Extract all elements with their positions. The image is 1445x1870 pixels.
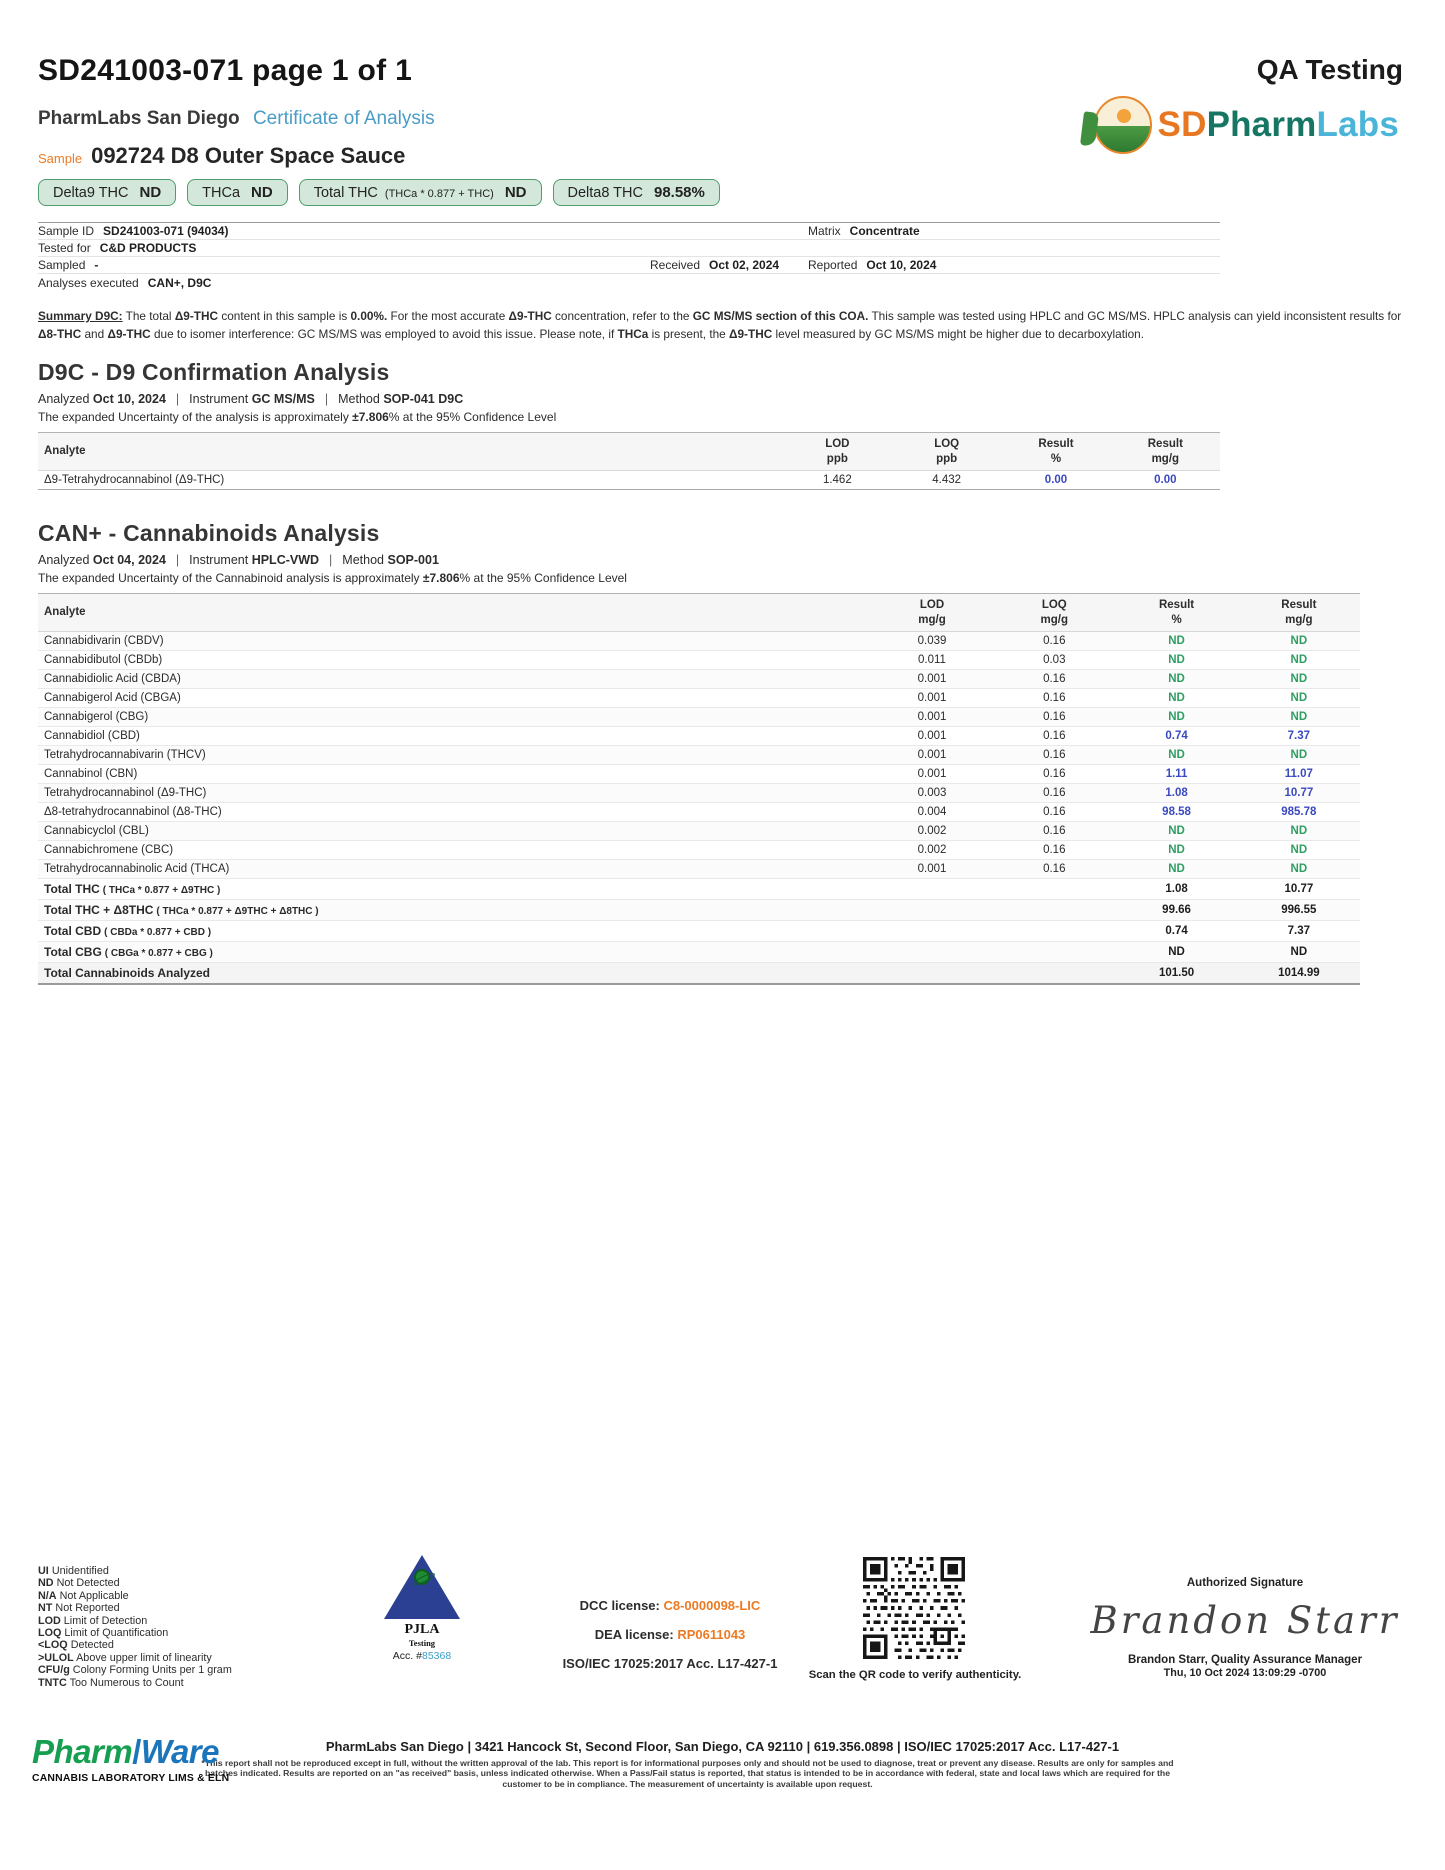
table-row: Tetrahydrocannabivarin (THCV) 0.001 0.16 ND ND <box>38 745 1360 764</box>
can-uncertainty-note: The expanded Uncertainty of the Cannabinoid analysis is approximately ±7.806% at the 95% Confidence Level <box>38 570 627 585</box>
pjla-triangle-icon <box>384 1555 460 1619</box>
result-mgg-cell: 0.00 <box>1111 470 1220 489</box>
sample-info-table <box>38 222 1220 291</box>
result-badges <box>0 169 1445 206</box>
legend-item: NT Not Reported <box>38 1602 120 1615</box>
legend-item: UI Unidentified <box>38 1565 109 1577</box>
table-row: Cannabigerol Acid (CBGA) 0.001 0.16 ND ND <box>38 688 1360 707</box>
table-row: Cannabidivarin (CBDV) 0.039 0.16 ND ND <box>38 631 1360 650</box>
can-header-row <box>38 593 1360 631</box>
table-row: Cannabidiolic Acid (CBDA) 0.001 0.16 ND ND <box>38 669 1360 688</box>
d9c-uncertainty-note: The expanded Uncertainty of the analysis is approximately ±7.806% at the 95% Confidence Level <box>38 409 557 424</box>
legend-item: LOQ Limit of Quantification <box>38 1627 169 1640</box>
d9c-table <box>38 432 1220 490</box>
lod-cell: 1.462 <box>783 470 892 489</box>
signature-script: Brandon Starr <box>1090 1599 1400 1642</box>
legend-item: TNTC Too Numerous to Count <box>38 1676 184 1689</box>
total-cbg-row: Total CBG ( CBGa * 0.877 + CBG ) ND ND <box>38 941 1360 962</box>
d9c-meta: Analyzed Oct 10, 2024 | Instrument GC MS/MS | Method SOP-041 D9C <box>38 391 464 406</box>
dea-license: DEA license: RP0611043 <box>594 1627 746 1642</box>
california-shape-icon <box>1080 111 1099 147</box>
loq-cell: 4.432 <box>892 470 1001 489</box>
badge-delta9-thc: Delta9 THC ND <box>38 179 176 206</box>
table-row: Cannabidiol (CBD) 0.001 0.16 0.74 7.37 <box>38 726 1360 745</box>
page-footer <box>0 1555 1445 1870</box>
authorized-signature-label: Authorized Signature <box>1186 1577 1304 1589</box>
total-cbd-row: Total CBD ( CBDa * 0.877 + CBD ) 0.74 7.37 <box>38 920 1360 941</box>
legend-item: N/A Not Applicable <box>38 1589 129 1602</box>
total-thc-d8thc-row: Total THC + Δ8THC ( THCa * 0.877 + Δ9THC + Δ8THC ) 99.66 996.55 <box>38 899 1360 920</box>
logo-wordmark: SDPharmLabs <box>1157 105 1399 144</box>
legend-item: <LOQ Detected <box>38 1639 114 1652</box>
qr-caption: Scan the QR code to verify authenticity. <box>808 1669 1022 1681</box>
info-row-sample-id: Sample ID SD241003-071 (94034) Matrix Concentrate <box>38 223 1220 240</box>
sd-pharmlabs-logo <box>1094 96 1399 154</box>
table-row: Δ8-tetrahydrocannabinol (Δ8-THC) 0.004 0.16 98.58 985.78 <box>38 802 1360 821</box>
can-section-title: CAN+ - Cannabinoids Analysis <box>38 519 380 546</box>
pharmlabs-emblem-icon <box>1094 96 1152 154</box>
column-header-result-mgg: Result mg/g <box>1238 593 1360 631</box>
abbreviation-legend <box>38 1565 232 1689</box>
qa-testing-label: QA Testing <box>1256 54 1403 85</box>
legend-item: CFU/g Colony Forming Units per 1 gram <box>38 1664 232 1677</box>
info-row-tested-for: Tested for C&D PRODUCTS <box>38 240 1220 257</box>
can-meta: Analyzed Oct 04, 2024 | Instrument HPLC-VWD | Method SOP-001 <box>38 552 439 567</box>
badge-delta8-thc: Delta8 THC 98.58% <box>553 179 720 206</box>
table-row: Cannabicyclol (CBL) 0.002 0.16 ND ND <box>38 821 1360 840</box>
column-header-result-pct: Result % <box>1001 432 1110 470</box>
iso-accreditation: ISO/IEC 17025:2017 Acc. L17-427-1 <box>562 1656 778 1671</box>
column-header-loq: LOQ mg/g <box>993 593 1115 631</box>
pjla-accreditation-number: Acc. #85368 <box>392 1650 452 1662</box>
pjla-accreditation-logo: PJLA Testing Acc. #85368 <box>352 1555 492 1662</box>
column-header-lod: LOD ppb <box>783 432 892 470</box>
legend-item: >ULOL Above upper limit of linearity <box>38 1651 212 1664</box>
column-header-analyte: Analyte <box>38 593 871 631</box>
page-header <box>0 0 1445 88</box>
pharmware-tagline: CANNABIS LABORATORY LIMS & ELN <box>32 1773 230 1784</box>
table-row: Cannabichromene (CBC) 0.002 0.16 ND ND <box>38 840 1360 859</box>
table-row: Tetrahydrocannabinol (Δ9-THC) 0.003 0.16 1.08 10.77 <box>38 783 1360 802</box>
atom-icon <box>414 1569 430 1585</box>
analyte-cell: Δ9-Tetrahydrocannabinol (Δ9-THC) <box>38 470 783 489</box>
d9c-section-title: D9C - D9 Confirmation Analysis <box>38 358 390 385</box>
legend-item: ND Not Detected <box>38 1577 120 1590</box>
column-header-result-pct: Result % <box>1115 593 1237 631</box>
signature-datetime: Thu, 10 Oct 2024 13:09:29 -0700 <box>1163 1667 1327 1679</box>
column-header-loq: LOQ ppb <box>892 432 1001 470</box>
total-cannabinoids-row: Total Cannabinoids Analyzed 101.50 1014.99 <box>38 962 1360 984</box>
sample-name: 092724 D8 Outer Space Sauce <box>91 143 406 168</box>
report-disclaimer: *This report shall not be reproduced except in full, without the written approval of the lab. This report is for informational purposes only and should not be used to diagnose, treat or prevent any disease. Results are only for samples and batches indicated. Results are reported on an "as received" basis, unless indicated otherwise. When a Pass/Fail status is reported, that status is intended to be in accordance with federal, state and local laws which are required for the customer to be in compliance. The measurement of uncertainty is available upon request. <box>201 1758 1174 1789</box>
column-header-analyte: Analyte <box>38 432 783 470</box>
table-row: Tetrahydrocannabinolic Acid (THCA) 0.001 0.16 ND ND <box>38 859 1360 878</box>
table-row: Cannabigerol (CBG) 0.001 0.16 ND ND <box>38 707 1360 726</box>
license-block <box>515 1591 825 1678</box>
dcc-license: DCC license: C8-0000098-LIC <box>579 1598 761 1613</box>
badge-total-thc: Total THC (THCa * 0.877 + THC) ND <box>299 179 542 206</box>
legend-item: LOD Limit of Detection <box>38 1614 148 1627</box>
sample-label: Sample <box>38 151 83 166</box>
pharmware-wordmark: Pharm/Ware <box>32 1733 219 1770</box>
qr-code-icon <box>863 1557 965 1659</box>
summary-paragraph: Summary D9C: The total Δ9-THC content in this sample is 0.00%. For the most accurate Δ9-THC concentration, refer to the GC MS/MS section of this COA. This sample was tested using HPLC and GC MS/MS. HPLC analysis can yield inconsistent results for Δ8-THC and Δ9-THC due to isomer interference: GC MS/MS was employed to avoid this issue. Please note, if THCa is present, the Δ9-THC level measured by GC MS/MS might be higher due to decarboxylation. <box>38 309 1402 341</box>
table-row: Cannabinol (CBN) 0.001 0.16 1.11 11.07 <box>38 764 1360 783</box>
pharmware-logo <box>32 1733 262 1784</box>
total-thc-row: Total THC ( THCa * 0.877 + Δ9THC ) 1.08 10.77 <box>38 878 1360 899</box>
d9c-header-row <box>38 432 1220 470</box>
table-row: Cannabidibutol (CBDb) 0.011 0.03 ND ND <box>38 650 1360 669</box>
result-pct-cell: 0.00 <box>1001 470 1110 489</box>
column-header-result-mgg: Result mg/g <box>1111 432 1220 470</box>
doc-type: Certificate of Analysis <box>252 108 435 129</box>
info-row-analyses: Analyses executed CAN+, D9C <box>38 275 212 290</box>
cannabinoids-table <box>38 593 1360 985</box>
lab-address-line: PharmLabs San Diego | 3421 Hancock St, Second Floor, San Diego, CA 92110 | 619.356.0898 | ISO/IEC 17025:2017 Acc. L17-427-1 <box>325 1739 1120 1754</box>
lab-name: PharmLabs San Diego <box>38 108 240 129</box>
qr-code <box>863 1557 965 1659</box>
column-header-lod: LOD mg/g <box>871 593 993 631</box>
badge-thca: THCa ND <box>187 179 288 206</box>
table-row <box>38 470 1220 489</box>
signature-block <box>1080 1577 1410 1679</box>
page-title: SD241003-071 page 1 of 1 <box>38 54 413 87</box>
info-row-dates: Sampled - Received Oct 02, 2024 Reported Oct 10, 2024 <box>38 257 1220 274</box>
signer-name-title: Brandon Starr, Quality Assurance Manager <box>1127 1654 1363 1666</box>
